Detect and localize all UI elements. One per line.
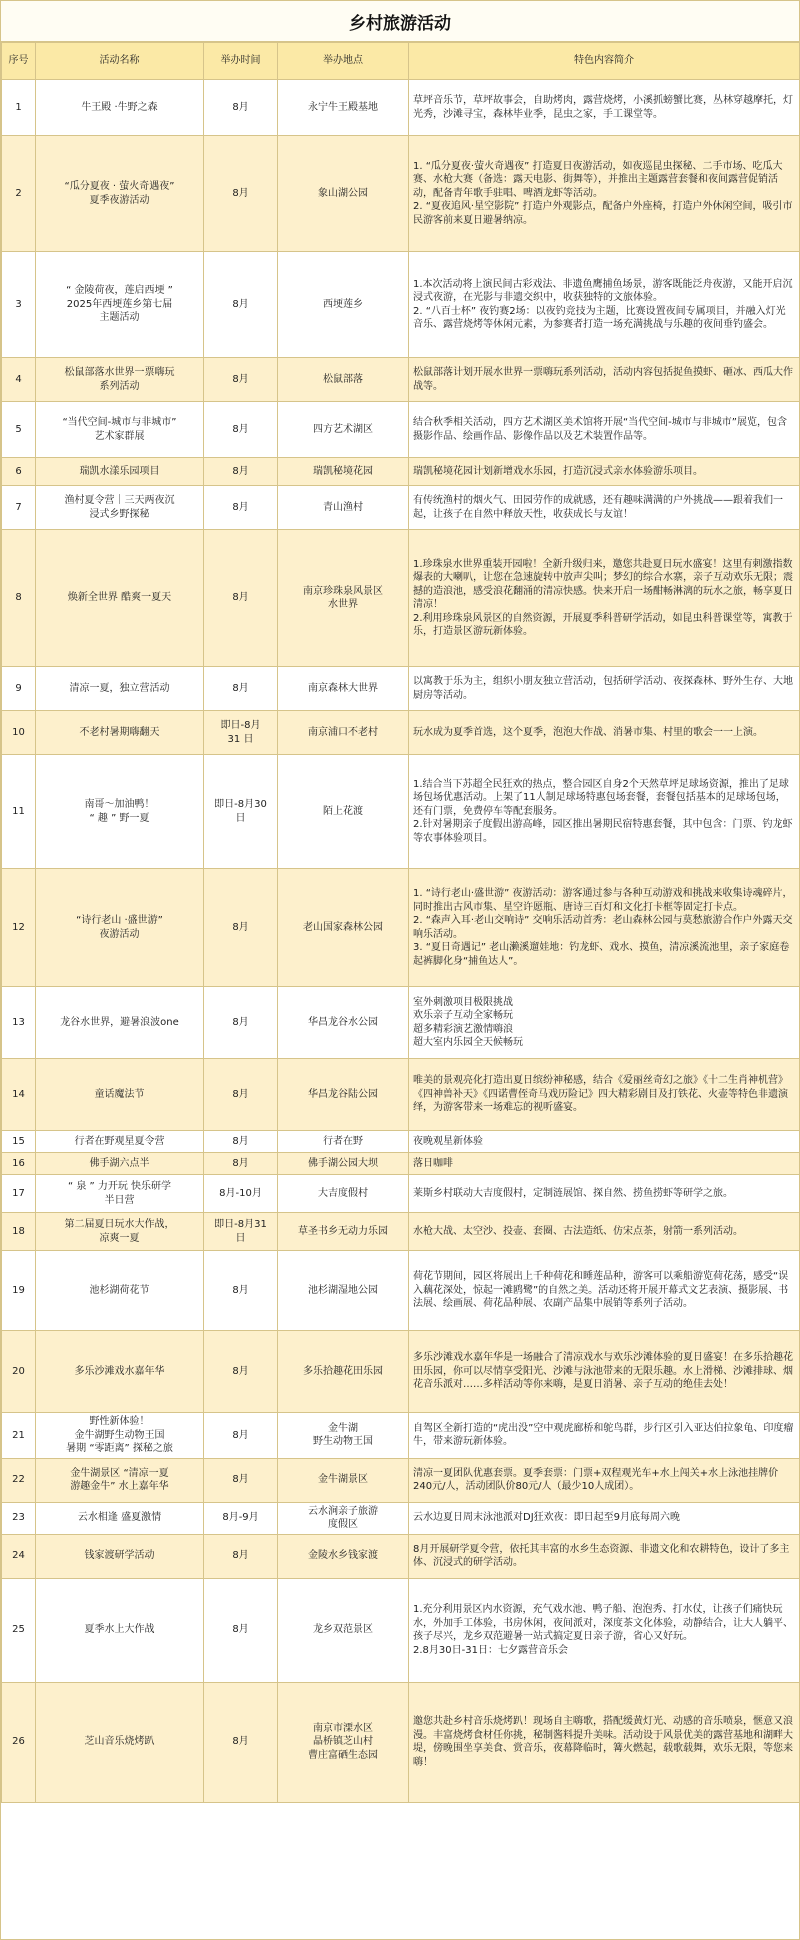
table-row: [2, 755, 800, 869]
cell-name: 多乐沙滩戏水嘉年华: [36, 1331, 204, 1413]
table-row: [2, 402, 800, 458]
table-row: [2, 530, 800, 667]
cell-no: 4: [2, 358, 36, 402]
cell-name: 清凉一夏，独立营活动: [36, 667, 204, 711]
cell-place: 四方艺术湖区: [278, 402, 409, 458]
cell-time: 8月: [204, 1331, 278, 1413]
cell-place: 象山湖公园: [278, 136, 409, 252]
cell-no: 11: [2, 755, 36, 869]
cell-time: 即日-8月31 日: [204, 1213, 278, 1251]
cell-no: 16: [2, 1153, 36, 1175]
cell-time: 8月: [204, 987, 278, 1059]
table-row: [2, 1534, 800, 1578]
cell-place: 青山渔村: [278, 486, 409, 530]
cell-desc: 结合秋季相关活动，四方艺术湖区美术馆将开展“当代空间-城市与非城市”展览，包含摄影作品、绘画作品、影像作品以及艺术装置作品等。: [409, 402, 800, 458]
cell-name: “瓜分夏夜 · 萤火奇遇夜” 夏季夜游活动: [36, 136, 204, 252]
cell-name: 焕新全世界 酷爽一夏天: [36, 530, 204, 667]
cell-time: 8月-10月: [204, 1175, 278, 1213]
cell-name: 行者在野观星夏令营: [36, 1131, 204, 1153]
cell-time: 8月: [204, 402, 278, 458]
cell-time: 即日-8月30 日: [204, 755, 278, 869]
cell-name: 龙谷水世界，避暑浪波one: [36, 987, 204, 1059]
cell-desc: 松鼠部落计划开展水世界一票嗨玩系列活动，活动内容包括捉鱼摸虾、砸冰、西瓜大作战等。: [409, 358, 800, 402]
table-row: [2, 80, 800, 136]
sheet-title: 乡村旅游活动: [1, 1, 799, 42]
header-name: 活动名称: [36, 43, 204, 80]
cell-desc: 夜晚观星新体验: [409, 1131, 800, 1153]
cell-name: 牛王殿 ·牛野之森: [36, 80, 204, 136]
cell-place: 草圣书乡无动力乐园: [278, 1213, 409, 1251]
table-row: [2, 869, 800, 987]
cell-desc: 云水边夏日周末泳池派对DJ狂欢夜：即日起至9月底每周六晚: [409, 1502, 800, 1534]
cell-time: 8月: [204, 458, 278, 486]
cell-place: 佛手湖公园大坝: [278, 1153, 409, 1175]
table-row: [2, 1502, 800, 1534]
cell-desc: 邀您共赴乡村音乐烧烤趴！现场自主嗨歌，搭配缓黄灯光、动感的音乐喷泉，惬意又浪漫。丰富烧烤食材任你挑，秘制酱料提升美味。活动设于风景优美的露营基地和湖畔大堤，傍晚围坐享美食、赏音乐，夜幕降临时，篝火燃起，载歌载舞，欢乐无限，等您来嗨！: [409, 1682, 800, 1802]
cell-desc: 荷花节期间，园区将展出上千种荷花和睡莲品种，游客可以乘船游览荷花荡，感受“误入藕花深处，惊起一滩鸥鹭”的自然之美。活动还将开展开幕式文艺表演、摄影展、书法展、绘画展、荷花品种展、农副产品集中展销等系列子活动。: [409, 1251, 800, 1331]
cell-place: 永宁牛王殿基地: [278, 80, 409, 136]
cell-no: 19: [2, 1251, 36, 1331]
table-row: [2, 458, 800, 486]
table-row: [2, 1059, 800, 1131]
cell-no: 17: [2, 1175, 36, 1213]
table-row: [2, 1251, 800, 1331]
cell-place: 西埂莲乡: [278, 252, 409, 358]
cell-time: 8月: [204, 1251, 278, 1331]
cell-name: 钱家渡研学活动: [36, 1534, 204, 1578]
cell-time: 8月: [204, 869, 278, 987]
cell-place: 南京浦口不老村: [278, 711, 409, 755]
cell-place: 老山国家森林公园: [278, 869, 409, 987]
cell-name: 金牛湖景区 “清凉一夏 游趣金牛” 水上嘉年华: [36, 1458, 204, 1502]
cell-name: “ 金陵荷夜，莲启西埂 ” 2025年西埂莲乡第七届 主题活动: [36, 252, 204, 358]
cell-place: 龙乡双范景区: [278, 1578, 409, 1682]
cell-name: 第二届夏日玩水大作战， 凉爽一夏: [36, 1213, 204, 1251]
cell-desc: 唯美的景观亮化打造出夏日缤纷神秘感，结合《爱丽丝奇幻之旅》《十二生肖神机营》《四神兽补天》《四诺曹侄奇马戏历险记》四大精彩剧目及打铁花、火壶等特色非遗演绎，为游客带来一场难忘的视听盛宴。: [409, 1059, 800, 1131]
cell-place: 云水涧亲子旅游 度假区: [278, 1502, 409, 1534]
table-row: [2, 136, 800, 252]
cell-name: 松鼠部落水世界一票嗨玩 系列活动: [36, 358, 204, 402]
cell-time: 8月: [204, 1578, 278, 1682]
header-place: 举办地点: [278, 43, 409, 80]
cell-place: 南京森林大世界: [278, 667, 409, 711]
table-row: [2, 1413, 800, 1459]
cell-time: 8月: [204, 1682, 278, 1802]
cell-desc: 有传统渔村的烟火气、田园劳作的成就感，还有趣味满满的户外挑战——跟着我们一起，让孩子在自然中释放天性，收获成长与友谊！: [409, 486, 800, 530]
table-row: [2, 486, 800, 530]
cell-place: 多乐拾趣花田乐园: [278, 1331, 409, 1413]
cell-time: 8月: [204, 80, 278, 136]
cell-no: 14: [2, 1059, 36, 1131]
cell-place: 行者在野: [278, 1131, 409, 1153]
cell-name: 佛手湖六点半: [36, 1153, 204, 1175]
cell-place: 华昌龙谷水公园: [278, 987, 409, 1059]
cell-no: 15: [2, 1131, 36, 1153]
cell-no: 23: [2, 1502, 36, 1534]
table-row: [2, 1213, 800, 1251]
table-row: [2, 358, 800, 402]
cell-time: 即日-8月 31 日: [204, 711, 278, 755]
cell-name: 童话魔法节: [36, 1059, 204, 1131]
cell-name: “诗行老山 ·盛世游” 夜游活动: [36, 869, 204, 987]
cell-desc: 多乐沙滩戏水嘉年华是一场融合了清凉戏水与欢乐沙滩体验的夏日盛宴！在多乐拾趣花田乐园，你可以尽情享受阳光、沙滩与泳池带来的无限乐趣。水上滑梯、沙滩排球、烟花音乐派对……多样活动等你来嗨，是夏日消暑、亲子互动的绝佳去处！: [409, 1331, 800, 1413]
cell-place: 大吉度假村: [278, 1175, 409, 1213]
cell-time: 8月: [204, 1458, 278, 1502]
cell-place: 金牛湖景区: [278, 1458, 409, 1502]
cell-desc: 1.充分利用景区内水资源，充气戏水池、鸭子船、泡泡秀、打水仗，让孩子们痛快玩水，外加手工体验，书房休闲，夜间派对，深度茶文化体验，动静结合，让大人躺平、孩子尽兴，龙乡双范避暑一站式搞定夏日亲子游，省心又好玩。 2.8月30日-31日：七夕露营音乐会: [409, 1578, 800, 1682]
cell-time: 8月: [204, 358, 278, 402]
table-row: [2, 1153, 800, 1175]
cell-name: 夏季水上大作战: [36, 1578, 204, 1682]
cell-desc: 莱斯乡村联动大吉度假村，定制涟展馆、探自然、捞鱼捞虾等研学之旅。: [409, 1175, 800, 1213]
cell-desc: 自驾区全新打造的“虎出没”空中观虎廊桥和鸵鸟群，步行区引入亚达伯拉象龟、印度瘤牛，带来游玩新体验。: [409, 1413, 800, 1459]
cell-place: 陌上花渡: [278, 755, 409, 869]
cell-no: 1: [2, 80, 36, 136]
cell-name: 野性新体验！ 金牛湖野生动物王国 暑期 “零距离” 探秘之旅: [36, 1413, 204, 1459]
cell-desc: 室外刺激项目极限挑战 欢乐亲子互动全家畅玩 超多精彩演艺激情嗨浪 超大室内乐园全天候畅玩: [409, 987, 800, 1059]
cell-place: 瑞凯秘境花园: [278, 458, 409, 486]
cell-desc: 1. “瓜分夏夜·萤火奇遇夜” 打造夏日夜游活动，如夜巡昆虫探秘、二手市场、吃瓜大赛、水枪大赛（备选：露天电影、街舞等），并推出主题露营套餐和夜间露营促销活动，配备青年歌手驻唱、啤酒龙虾等活动。 2. “夏夜追风·星空影院” 打造户外观影点，配备户外座椅，打造户外休闲空间，吸引市民游客前来夏日避暑纳凉。: [409, 136, 800, 252]
header-no: 序号: [2, 43, 36, 80]
cell-time: 8月: [204, 1413, 278, 1459]
cell-no: 18: [2, 1213, 36, 1251]
cell-no: 10: [2, 711, 36, 755]
cell-time: 8月: [204, 252, 278, 358]
cell-time: 8月: [204, 136, 278, 252]
cell-no: 13: [2, 987, 36, 1059]
cell-place: 池杉湖湿地公园: [278, 1251, 409, 1331]
cell-name: 瑞凯水漾乐园项目: [36, 458, 204, 486]
cell-time: 8月: [204, 530, 278, 667]
cell-no: 20: [2, 1331, 36, 1413]
table-row: [2, 667, 800, 711]
cell-place: 松鼠部落: [278, 358, 409, 402]
cell-desc: 草坪音乐节，草坪故事会，自助烤肉，露营烧烤，小溪抓螃蟹比赛，丛林穿越摩托，灯光秀，沙滩寻宝，森林毕业季，昆虫之家，手工课堂等。: [409, 80, 800, 136]
cell-desc: 1. “诗行老山·盛世游” 夜游活动：游客通过参与各种互动游戏和挑战来收集诗魂碎片，同时推出古风市集、星空许愿瓶、唐诗三百灯和文化打卡框等固定打卡点。 2. “森声入耳·老山交响诗” 交响乐活动首秀：老山森林公园与莫愁旅游合作户外露天交响乐活动。 3. “夏日奇遇记” 老山濑溪遛娃地：钓龙虾、戏水、摸鱼，清凉溪流池里，亲子家庭卷起裤脚化身“捕鱼达人”。: [409, 869, 800, 987]
cell-time: 8月: [204, 1059, 278, 1131]
cell-no: 2: [2, 136, 36, 252]
cell-name: 不老村暑期嗨翻天: [36, 711, 204, 755]
table-row: [2, 1682, 800, 1802]
cell-name: 池杉湖荷花节: [36, 1251, 204, 1331]
cell-place: 金牛湖 野生动物王国: [278, 1413, 409, 1459]
table-row: [2, 1175, 800, 1213]
table-row: [2, 1131, 800, 1153]
table-row: [2, 1331, 800, 1413]
cell-no: 3: [2, 252, 36, 358]
cell-no: 8: [2, 530, 36, 667]
cell-time: 8月: [204, 1534, 278, 1578]
cell-no: 25: [2, 1578, 36, 1682]
cell-time: 8月: [204, 1131, 278, 1153]
cell-no: 7: [2, 486, 36, 530]
table-row: [2, 252, 800, 358]
cell-desc: 1.结合当下苏超全民狂欢的热点，整合园区自身2个天然草坪足球场资源，推出了足球场包场优惠活动。上架了11人制足球场特惠包场套餐，套餐包括基本的足球场包场，还有门票，免费停车等配套服务。 2.针对暑期亲子度假出游高峰，园区推出暑期民宿特惠套餐，其中包含：门票、钓龙虾等农事体验项目。: [409, 755, 800, 869]
table-row: [2, 1458, 800, 1502]
cell-no: 9: [2, 667, 36, 711]
cell-no: 22: [2, 1458, 36, 1502]
cell-desc: 玩水成为夏季首选，这个夏季，泡泡大作战、消暑市集、村里的歌会一一上演。: [409, 711, 800, 755]
cell-no: 26: [2, 1682, 36, 1802]
cell-name: “ 泉 ” 力开玩 快乐研学 半日营: [36, 1175, 204, 1213]
header-time: 举办时间: [204, 43, 278, 80]
header-row: [2, 43, 800, 80]
cell-name: 渔村夏令营｜三天两夜沉 浸式乡野探秘: [36, 486, 204, 530]
cell-place: 金陵水乡钱家渡: [278, 1534, 409, 1578]
cell-place: 华昌龙谷陆公园: [278, 1059, 409, 1131]
cell-desc: 清凉一夏团队优惠套票。夏季套票：门票+双程观光车+水上闯关+水上泳池挂牌价240元/人，活动团队价80元/人（最少10人成团）。: [409, 1458, 800, 1502]
cell-time: 8月: [204, 667, 278, 711]
cell-name: 芝山音乐烧烤趴: [36, 1682, 204, 1802]
cell-desc: 1.珍珠泉水世界重装开园啦！全新升级归来，邀您共赴夏日玩水盛宴！这里有刺激指数爆表的大喇叭，让您在急速旋转中放声尖叫；梦幻的综合水寨，亲子互动欢乐无限；震撼的造浪池，感受浪花翻涌的清凉快感。快来开启一场酣畅淋漓的玩水之旅，畅享夏日清凉！ 2.利用珍珠泉风景区的自然资源，开展夏季科普研学活动，如昆虫科普课堂等，寓教于乐，打造景区游玩新体验。: [409, 530, 800, 667]
cell-desc: 水枪大战、太空沙、投壶、套圈、古法造纸、仿宋点茶，射箭一系列活动。: [409, 1213, 800, 1251]
table-row: [2, 987, 800, 1059]
cell-time: 8月: [204, 486, 278, 530]
cell-desc: 1.本次活动将上演民间古彩戏法、非遗鱼鹰捕鱼场景，游客既能泛舟夜游，又能开启沉浸式夜游，在光影与非遗交织中，收获独特的文旅体验。 2. “八百士杯” 夜钓赛2场：以夜钓竞技为主题，比赛设置夜间专属项目，并融入灯光音乐、露营烧烤等休闲元素，为参赛者打造一场充满挑战与乐趣的夜间垂钓盛会。: [409, 252, 800, 358]
cell-time: 8月: [204, 1153, 278, 1175]
cell-time: 8月-9月: [204, 1502, 278, 1534]
cell-desc: 8月开展研学夏令营，依托其丰富的水乡生态资源、非遗文化和农耕特色，设计了多主体、沉浸式的研学活动。: [409, 1534, 800, 1578]
activity-table: [1, 42, 800, 1803]
cell-no: 21: [2, 1413, 36, 1459]
header-desc: 特色内容简介: [409, 43, 800, 80]
cell-name: 南哥～加油鸭！ “ 趣 ” 野一夏: [36, 755, 204, 869]
cell-name: “当代空间-城市与非城市” 艺术家群展: [36, 402, 204, 458]
cell-name: 云水相逢 盛夏激情: [36, 1502, 204, 1534]
table-row: [2, 711, 800, 755]
cell-desc: 瑞凯秘境花园计划新增戏水乐园，打造沉浸式亲水体验游乐项目。: [409, 458, 800, 486]
cell-no: 5: [2, 402, 36, 458]
table-row: [2, 1578, 800, 1682]
cell-place: 南京珍珠泉风景区 水世界: [278, 530, 409, 667]
cell-no: 6: [2, 458, 36, 486]
cell-place: 南京市溧水区 晶桥镇芝山村 曹庄富硒生态园: [278, 1682, 409, 1802]
cell-no: 12: [2, 869, 36, 987]
cell-desc: 以寓教于乐为主，组织小朋友独立营活动，包括研学活动、夜探森林、野外生存、大地厨房等活动。: [409, 667, 800, 711]
cell-desc: 落日咖啡: [409, 1153, 800, 1175]
cell-no: 24: [2, 1534, 36, 1578]
